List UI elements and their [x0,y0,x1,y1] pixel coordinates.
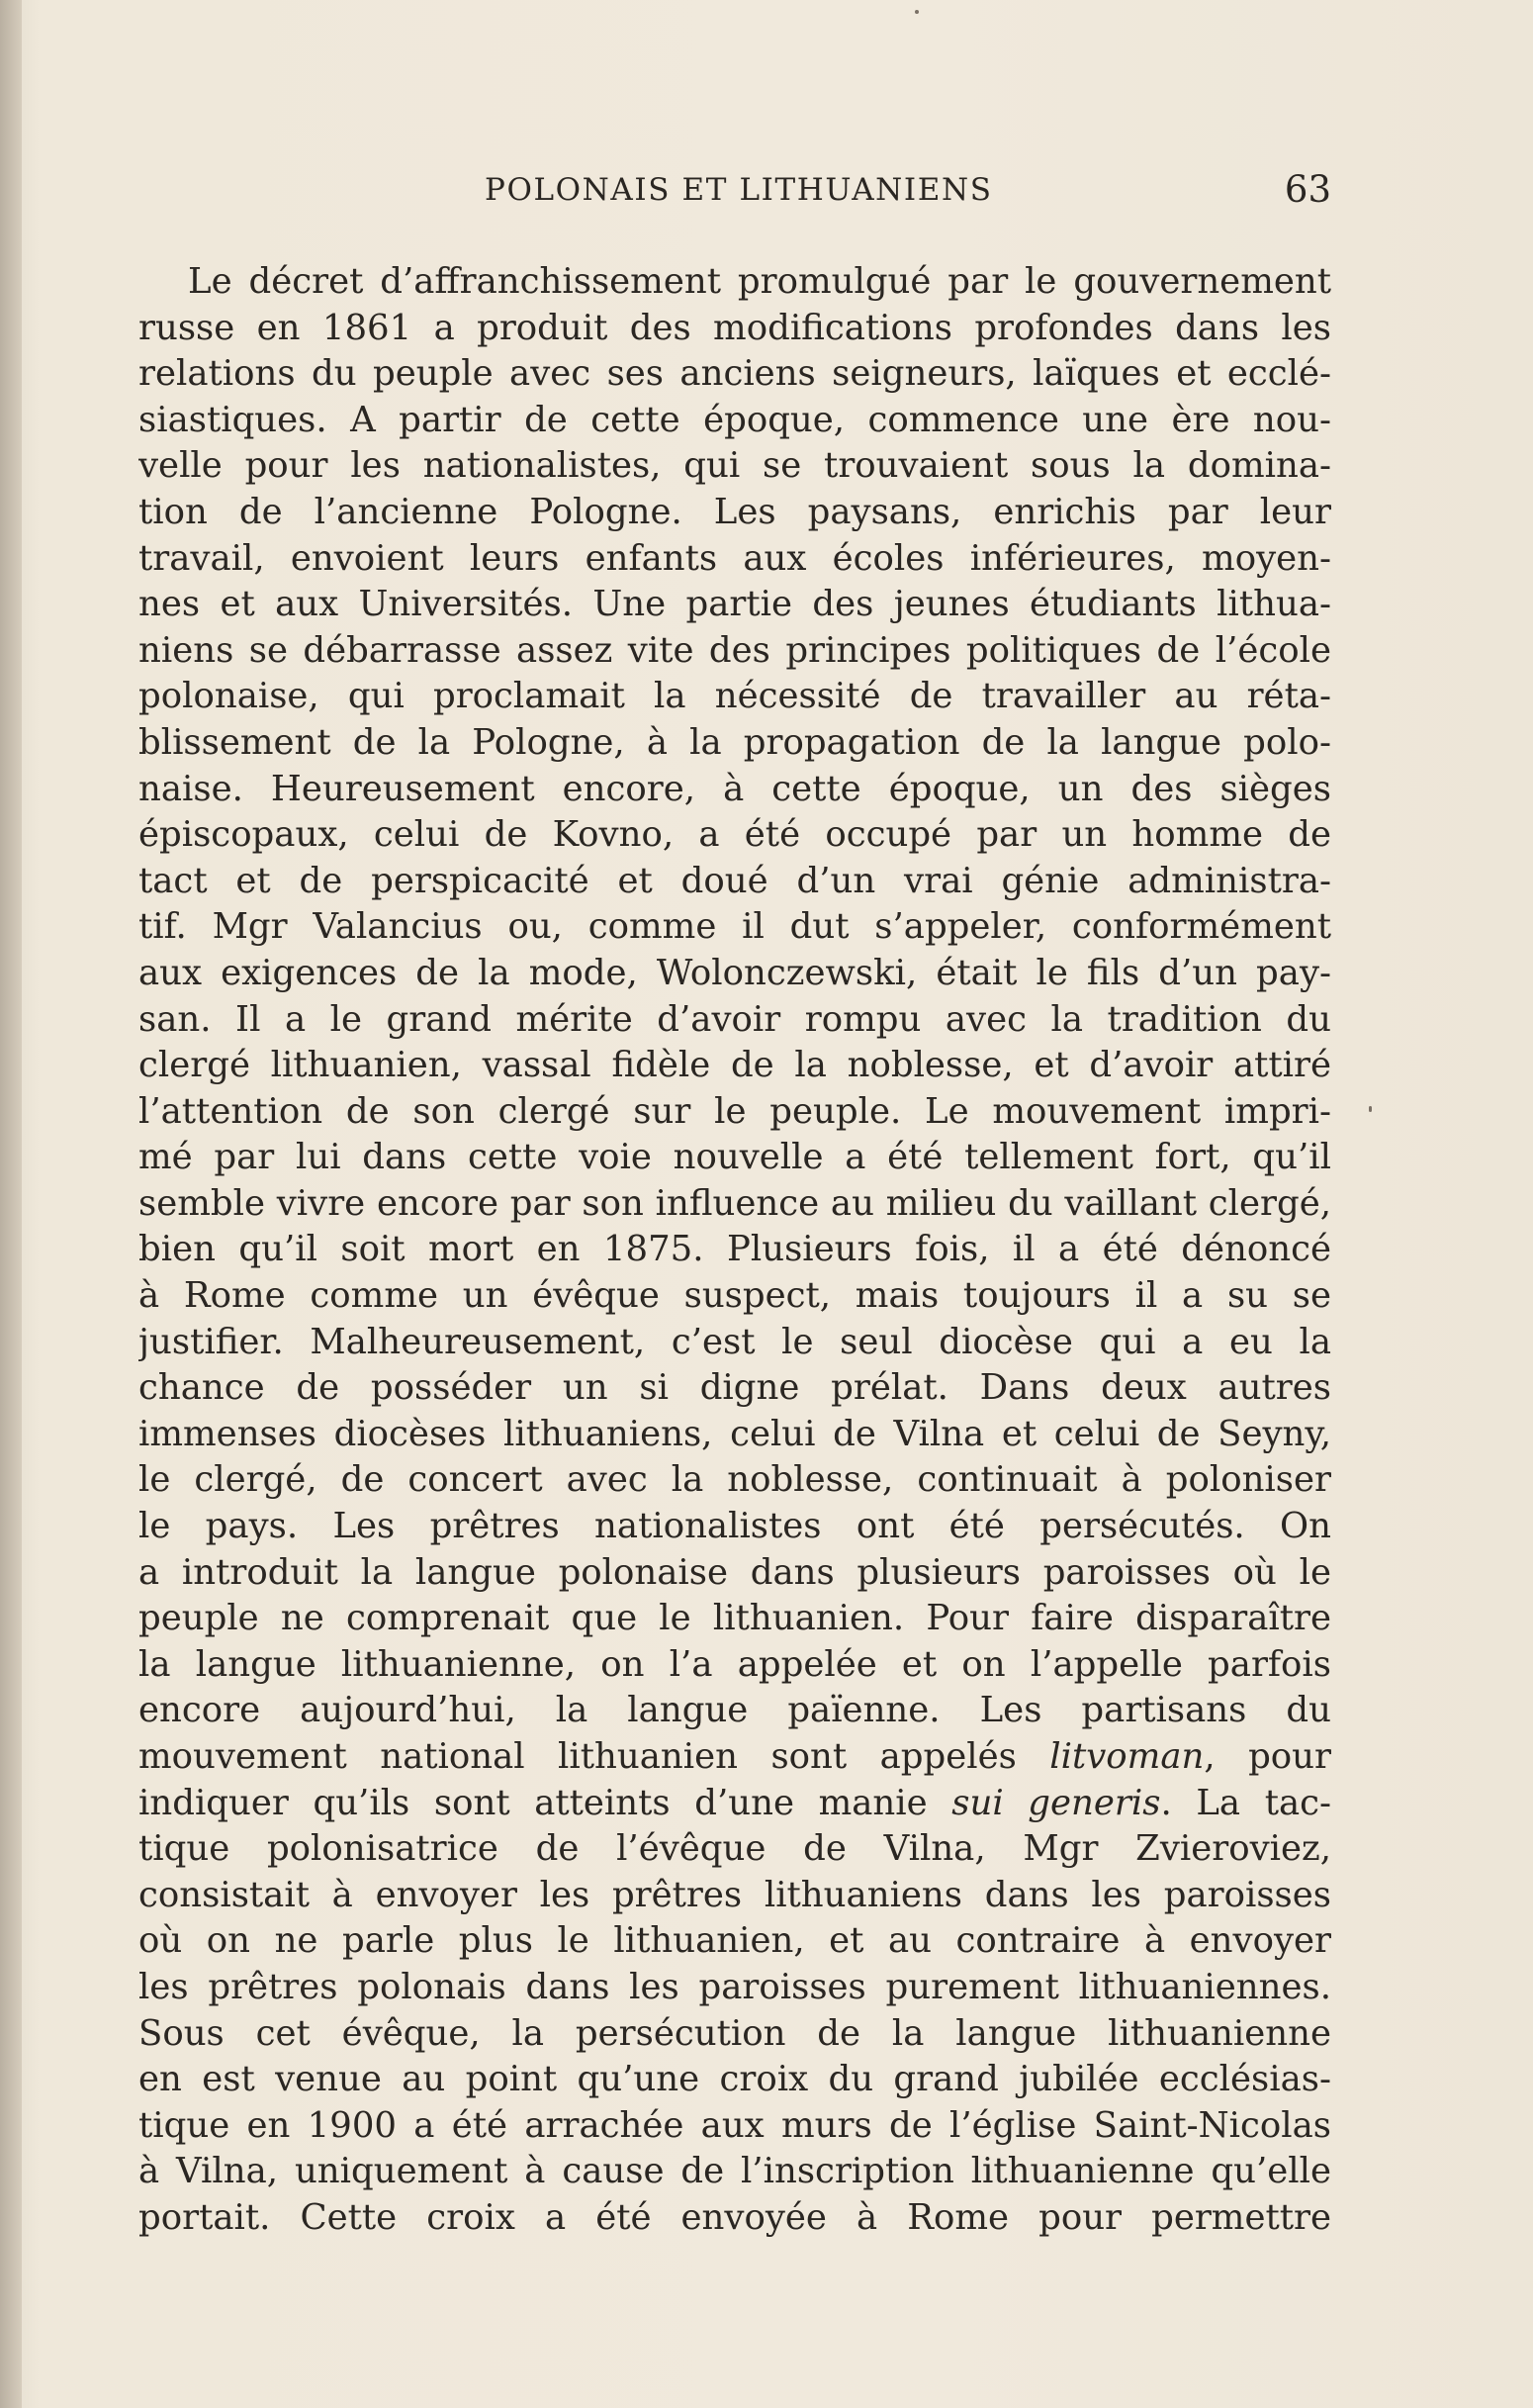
speck [1369,1106,1372,1112]
text-line: chance de posséder un si digne prélat. Dans deux autres [138,1367,1331,1409]
text-line: san. Il a le grand mérite d’avoir rompu avec la tradition du [138,998,1331,1040]
italic-term: sui generis [951,1782,1161,1823]
italic-term: litvoman [1049,1736,1205,1777]
text-line: portait. Cette croix a été envoyée à Rome pour permettre [138,2196,1331,2238]
text-line: velle pour les nationalistes, qui se trouvaient sous la domina- [138,445,1331,487]
text-line: indiquer qu’ils sont atteints d’une manie sui generis. La tac- [138,1782,1331,1823]
text-line: blissement de la Pologne, à la propagation de la langue polo- [138,721,1331,763]
page-spine-shadow [0,0,22,2408]
text-line: siastiques. A partir de cette époque, commence une ère nou- [138,399,1331,440]
text-line: le pays. Les prêtres nationalistes ont été persécutés. On [138,1506,1331,1547]
text-line: le clergé, de concert avec la noblesse, continuait à poloniser [138,1459,1331,1501]
text-line: tique en 1900 a été arrachée aux murs de l’église Saint-Nicolas [138,2104,1331,2146]
text-line: nes et aux Universités. Une partie des jeunes étudiants lithua- [138,584,1331,625]
text-line: encore aujourd’hui, la langue païenne. Les partisans du [138,1690,1331,1731]
text-line: semble vivre encore par son influence au milieu du vaillant clergé, [138,1182,1331,1224]
text-line: peuple ne comprenait que le lithuanien. Pour faire disparaître [138,1598,1331,1639]
text-line: à Rome comme un évêque suspect, mais toujours il a su se [138,1275,1331,1317]
text-line: mé par lui dans cette voie nouvelle a été tellement fort, qu’il [138,1137,1331,1178]
text-line: polonaise, qui proclamait la nécessité de travailler au réta- [138,676,1331,717]
text-line: où on ne parle plus le lithuanien, et au contraire à envoyer [138,1920,1331,1962]
text-line: consistait à envoyer les prêtres lithuaniens dans les paroisses [138,1874,1331,1915]
text-line: tif. Mgr Valancius ou, comme il dut s’appeler, conformément [138,906,1331,948]
text-line: bien qu’il soit mort en 1875. Plusieurs fois, il a été dénoncé [138,1229,1331,1270]
text-line: immenses diocèses lithuaniens, celui de Vilna et celui de Seyny, [138,1413,1331,1454]
text-line: les prêtres polonais dans les paroisses purement lithuaniennes. [138,1966,1331,2007]
body-text [138,259,1331,2242]
text-line: Sous cet évêque, la persécution de la langue lithuanienne [138,2012,1331,2054]
text-line: tique polonisatrice de l’évêque de Vilna, Mgr Zvieroviez, [138,1828,1331,1870]
text-line: en est venue au point qu’une croix du grand jubilée ecclésias- [138,2059,1331,2100]
running-title: POLONAIS ET LITHUANIENS [485,172,993,208]
text-line: l’attention de son clergé sur le peuple. Le mouvement impri- [138,1090,1331,1132]
text-line: a introduit la langue polonaise dans plusieurs paroisses où le [138,1551,1331,1593]
text-line: tact et de perspicacité et doué d’un vrai génie administra- [138,860,1331,901]
text-line: travail, envoient leurs enfants aux écoles inférieures, moyen- [138,537,1331,579]
text-line: à Vilna, uniquement à cause de l’inscription lithuanienne qu’elle [138,2151,1331,2192]
text-line: naise. Heureusement encore, à cette époque, un des sièges [138,768,1331,809]
text-line: russe en 1861 a produit des modifications profondes dans les [138,307,1331,348]
text-line: tion de l’ancienne Pologne. Les paysans, enrichis par leur [138,491,1331,532]
text-line: mouvement national lithuanien sont appelés litvoman, pour [138,1736,1331,1777]
text-line: épiscopaux, celui de Kovno, a été occupé par un homme de [138,814,1331,856]
text-line: justifier. Malheureusement, c’est le seul diocèse qui a eu la [138,1321,1331,1362]
text-line: aux exigences de la mode, Wolonczewski, était le fils d’un pay- [138,952,1331,993]
speck [915,10,919,14]
running-head [138,166,1331,210]
page-number: 63 [1284,168,1331,211]
text-line: Le décret d’affranchissement promulgué par le gouvernement [188,261,1331,302]
text-line: la langue lithuanienne, on l’a appelée et on l’appelle parfois [138,1643,1331,1685]
text-line: clergé lithuanien, vassal fidèle de la noblesse, et d’avoir attiré [138,1045,1331,1086]
text-line: relations du peuple avec ses anciens seigneurs, laïques et ecclé- [138,353,1331,395]
text-line: niens se débarrasse assez vite des principes politiques de l’école [138,629,1331,671]
